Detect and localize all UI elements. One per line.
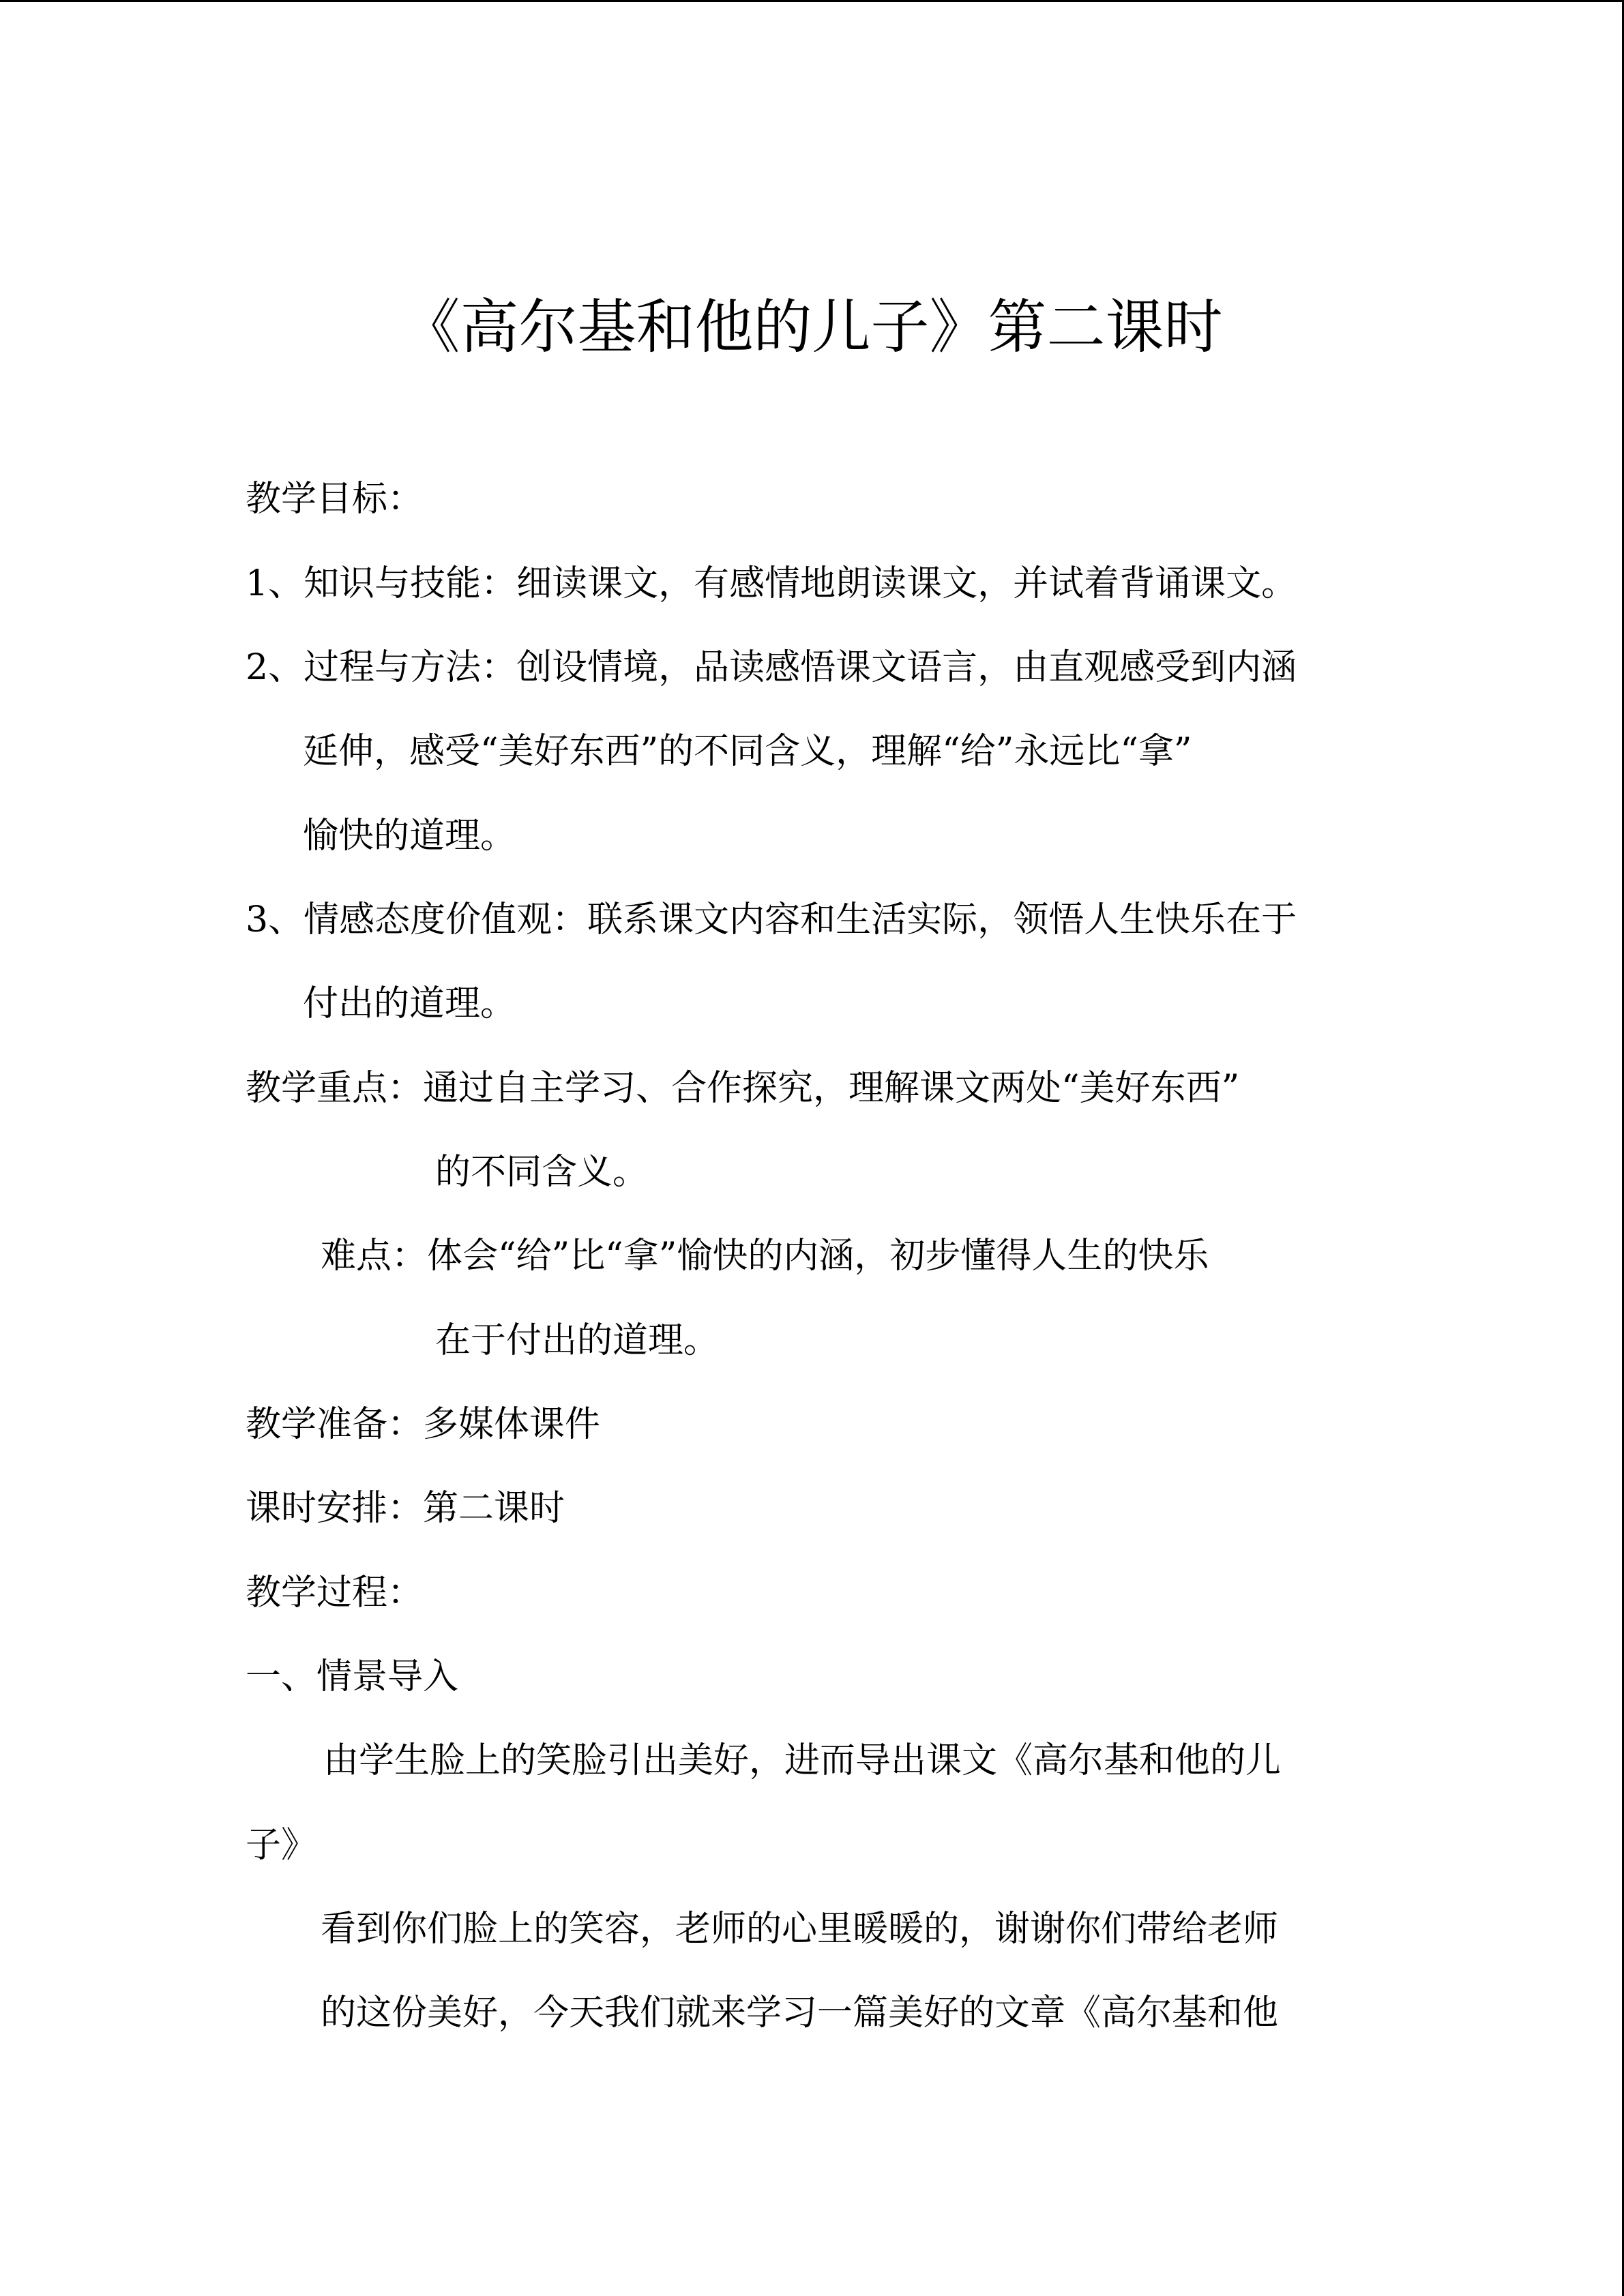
step-1-heading: 一、情景导入 — [246, 1656, 459, 1697]
objective-3-continued: 付出的道理。 — [303, 983, 516, 1024]
objective-1: 1、知识与技能：细读课文，有感情地朗读课文，并试着背诵课文。 — [246, 563, 1297, 604]
key-points: 教学重点：通过自主学习、合作探究，理解课文两处“美好东西” — [246, 1068, 1240, 1109]
difficult-points: 难点：体会“给”比“拿”愉快的内涵，初步懂得人生的快乐 — [321, 1236, 1209, 1277]
objective-2-continued: 延伸，感受“美好东西”的不同含义，理解“给”永远比“拿” — [303, 731, 1192, 772]
section-heading-objectives: 教学目标： — [246, 479, 424, 520]
paragraph-continued: 的这份美好，今天我们就来学习一篇美好的文章《高尔基和他 — [321, 1993, 1279, 2033]
document-title: 《高尔基和他的儿子》第二课时 — [401, 293, 1223, 361]
page-border-top — [0, 0, 1624, 2]
key-points-continued: 的不同含义。 — [435, 1152, 649, 1193]
teaching-preparation: 教学准备：多媒体课件 — [246, 1404, 601, 1445]
paragraph: 看到你们脸上的笑容，老师的心里暖暖的，谢谢你们带给老师 — [321, 1909, 1279, 1950]
section-heading-process: 教学过程： — [246, 1572, 424, 1613]
objective-2: 2、过程与方法：创设情境，品读感悟课文语言，由直观感受到内涵 — [246, 647, 1297, 688]
lesson-arrangement: 课时安排：第二课时 — [246, 1488, 565, 1529]
difficult-points-continued: 在于付出的道理。 — [435, 1320, 720, 1361]
paragraph-continued: 子》 — [246, 1825, 317, 1866]
objective-3: 3、情感态度价值观：联系课文内容和生活实际，领悟人生快乐在于 — [246, 899, 1297, 940]
objective-2-continued: 愉快的道理。 — [303, 816, 516, 856]
paragraph: 由学生脸上的笑脸引出美好，进而导出课文《高尔基和他的儿 — [323, 1740, 1282, 1781]
